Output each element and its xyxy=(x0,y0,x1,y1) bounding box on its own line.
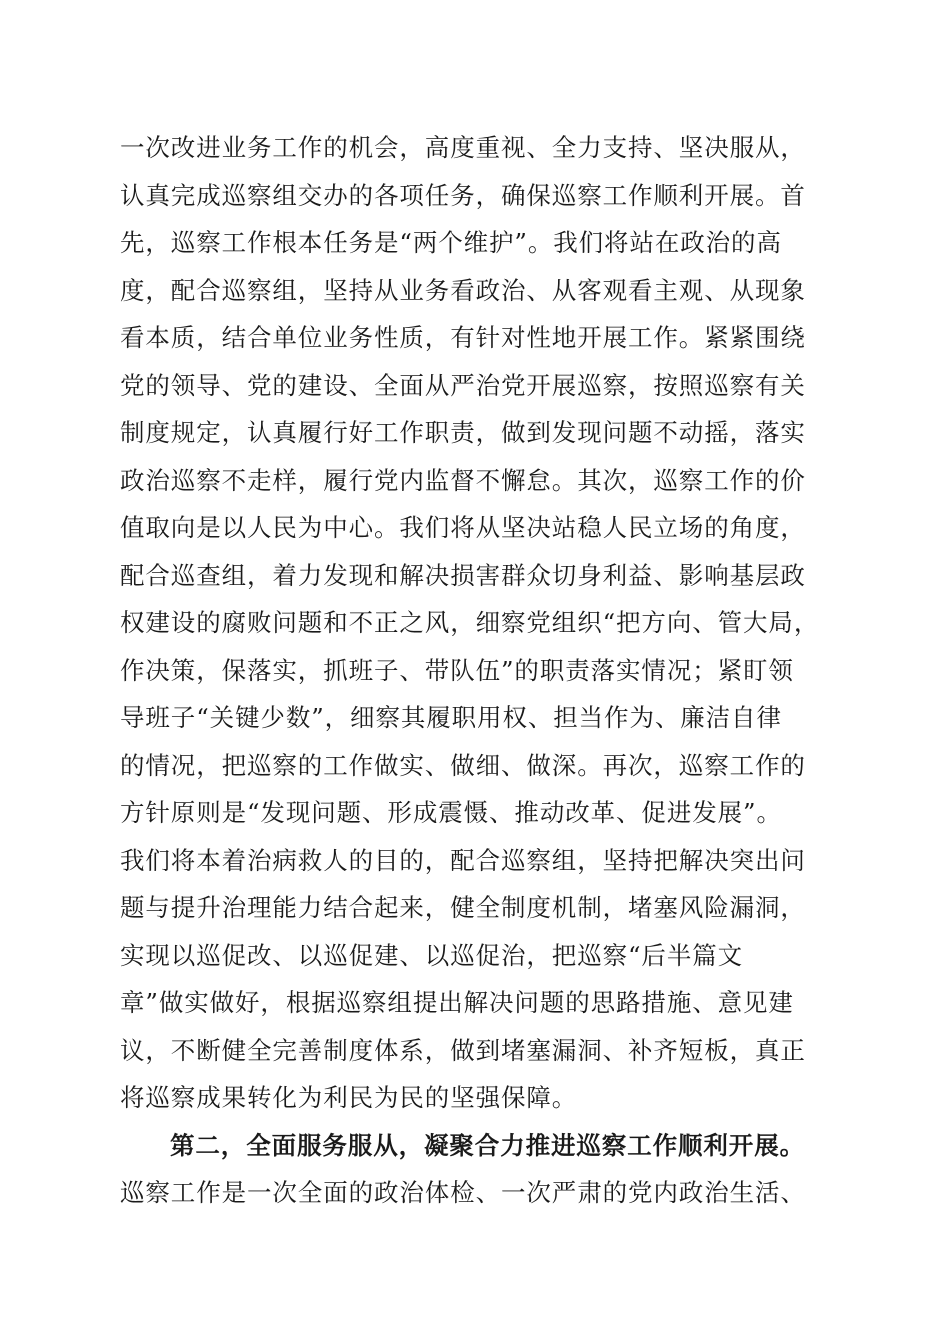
text-line: 度，配合巡察组，坚持从业务看政治、从客观看主观、从现象 xyxy=(120,275,806,305)
text-line: 议，不断健全完善制度体系，做到堵塞漏洞、补齐短板，真正 xyxy=(120,1035,806,1065)
text-line: 配合巡查组，着力发现和解决损害群众切身利益、影响基层政 xyxy=(120,560,806,590)
text-line: 的情况，把巡察的工作做实、做细、做深。再次，巡察工作的 xyxy=(120,750,806,780)
text-line: 认真完成巡察组交办的各项任务，确保巡察工作顺利开展。首 xyxy=(120,180,806,210)
text-line: 先，巡察工作根本任务是“两个维护”。我们将站在政治的高 xyxy=(120,228,782,257)
text-line: 将巡察成果转化为利民为民的坚强保障。 xyxy=(120,1083,578,1112)
text-line: 我们将本着治病救人的目的，配合巡察组，坚持把解决突出问 xyxy=(120,845,806,875)
text-line: 章”做实做好，根据巡察组提出解决问题的思路措施、意见建 xyxy=(120,988,794,1017)
text-line: 看本质，结合单位业务性质，有针对性地开展工作。紧紧围绕 xyxy=(120,323,806,352)
text-line: 实现以巡促改、以巡促建、以巡促治，把巡察“后半篇文 xyxy=(120,940,744,970)
body-text xyxy=(120,124,840,1217)
text-line: 方针原则是“发现问题、形成震慑、推动改革、促进发展”。 xyxy=(120,798,782,827)
text-line: 权建设的腐败问题和不正之风，细察党组织“把方向、管大局， xyxy=(120,608,820,637)
text-line: 巡察工作是一次全面的政治体检、一次严肃的党内政治生活、 xyxy=(120,1178,806,1207)
text-line: 政治巡察不走样，履行党内监督不懈怠。其次，巡察工作的价 xyxy=(120,465,806,495)
text-line: 党的领导、党的建设、全面从严治党开展巡察，按照巡察有关 xyxy=(120,370,806,400)
text-line: 制度规定，认真履行好工作职责，做到发现问题不动摇，落实 xyxy=(120,418,806,447)
text-line: 导班子“关键少数”，细察其履职用权、担当作为、廉洁自律 xyxy=(120,703,782,732)
text-line: 题与提升治理能力结合起来，健全制度机制，堵塞风险漏洞， xyxy=(120,893,806,922)
text-line: 作决策，保落实，抓班子、带队伍”的职责落实情况；紧盯领 xyxy=(120,655,794,685)
text-line: 一次改进业务工作的机会，高度重视、全力支持、坚决服从， xyxy=(120,133,806,162)
section-heading: 第二，全面服务服从，凝聚合力推进巡察工作顺利开展。 xyxy=(170,1130,805,1160)
text-line: 值取向是以人民为中心。我们将从坚决站稳人民立场的角度， xyxy=(120,513,806,542)
